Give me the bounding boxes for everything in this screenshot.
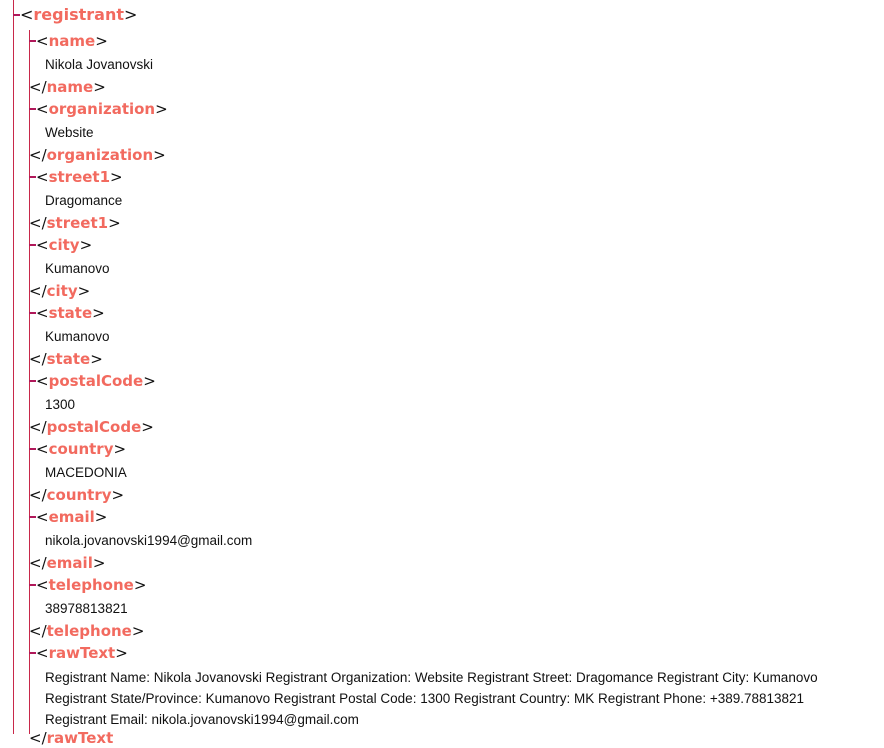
tag-name: country: [48, 440, 114, 458]
tree-guide-line-outer: [13, 0, 14, 734]
name-value: Nikola Jovanovski: [45, 57, 154, 72]
city-value: Kumanovo: [45, 261, 110, 276]
registrant-open-tag: <registrant>: [13, 4, 137, 26]
country-value: MACEDONIA: [45, 465, 127, 480]
collapse-toggle-icon[interactable]: [13, 14, 20, 16]
collapse-toggle-icon[interactable]: [29, 516, 36, 518]
tag-name: registrant: [33, 5, 124, 24]
rawText-open-tag: <rawText>: [29, 642, 128, 664]
postalCode-close-tag: </postalCode>: [29, 418, 154, 436]
rawText-value: Registrant Name: Nikola Jovanovski Registrant Organization: Website Registrant Street: Dragomance Registrant City: Kumanovo Registrant State/Province: Kumanovo Registrant Postal Code: 1300 Registrant Country: MK Registrant Phone: +389.78813821 Registrant Email: nikola.jovanovski1994@gmail.com: [45, 670, 818, 727]
collapse-toggle-icon[interactable]: [29, 40, 36, 42]
tag-name: telephone: [46, 622, 132, 640]
tag-name: country: [46, 486, 112, 504]
collapse-toggle-icon[interactable]: [29, 244, 36, 246]
collapse-toggle-icon[interactable]: [29, 176, 36, 178]
tag-name: name: [46, 78, 94, 96]
street1-open-tag: <street1>: [29, 166, 123, 188]
tag-name: city: [46, 282, 78, 300]
tag-name: postalCode: [46, 418, 142, 436]
tag-name: rawText: [48, 644, 116, 662]
tag-name: organization: [48, 100, 156, 118]
tag-name: street1: [48, 168, 111, 186]
name-open-tag: <name>: [29, 30, 108, 52]
email-open-tag: <email>: [29, 506, 107, 528]
telephone-open-tag: <telephone>: [29, 574, 146, 596]
organization-open-tag: <organization>: [29, 98, 168, 120]
country-close-tag: </country>: [29, 486, 125, 504]
tag-name: postalCode: [48, 372, 144, 390]
tag-name: email: [46, 554, 93, 572]
tag-name: telephone: [48, 576, 134, 594]
postalCode-open-tag: <postalCode>: [29, 370, 156, 392]
country-open-tag: <country>: [29, 438, 126, 460]
city-open-tag: <city>: [29, 234, 92, 256]
email-value: nikola.jovanovski1994@gmail.com: [45, 533, 253, 548]
tag-name: state: [48, 304, 93, 322]
email-close-tag: </email>: [29, 554, 106, 572]
tag-name: organization: [46, 146, 154, 164]
collapse-toggle-icon[interactable]: [29, 312, 36, 314]
collapse-toggle-icon[interactable]: [29, 652, 36, 654]
collapse-toggle-icon[interactable]: [29, 448, 36, 450]
city-close-tag: </city>: [29, 282, 91, 300]
organization-value: Website: [45, 125, 94, 140]
tag-name: city: [48, 236, 80, 254]
state-value: Kumanovo: [45, 329, 110, 344]
tag-name: name: [48, 32, 96, 50]
postalCode-value: 1300: [45, 397, 76, 412]
tag-name: state: [46, 350, 91, 368]
rawText-close-tag-partial: </rawText: [29, 729, 114, 747]
tag-name: email: [48, 508, 95, 526]
telephone-close-tag: </telephone>: [29, 622, 145, 640]
street1-value: Dragomance: [45, 193, 123, 208]
state-close-tag: </state>: [29, 350, 103, 368]
state-open-tag: <state>: [29, 302, 105, 324]
organization-close-tag: </organization>: [29, 146, 166, 164]
collapse-toggle-icon[interactable]: [29, 108, 36, 110]
telephone-value: 38978813821: [45, 601, 128, 616]
collapse-toggle-icon[interactable]: [29, 584, 36, 586]
collapse-toggle-icon[interactable]: [29, 380, 36, 382]
name-close-tag: </name>: [29, 78, 106, 96]
tag-name: street1: [46, 214, 109, 232]
street1-close-tag: </street1>: [29, 214, 121, 232]
